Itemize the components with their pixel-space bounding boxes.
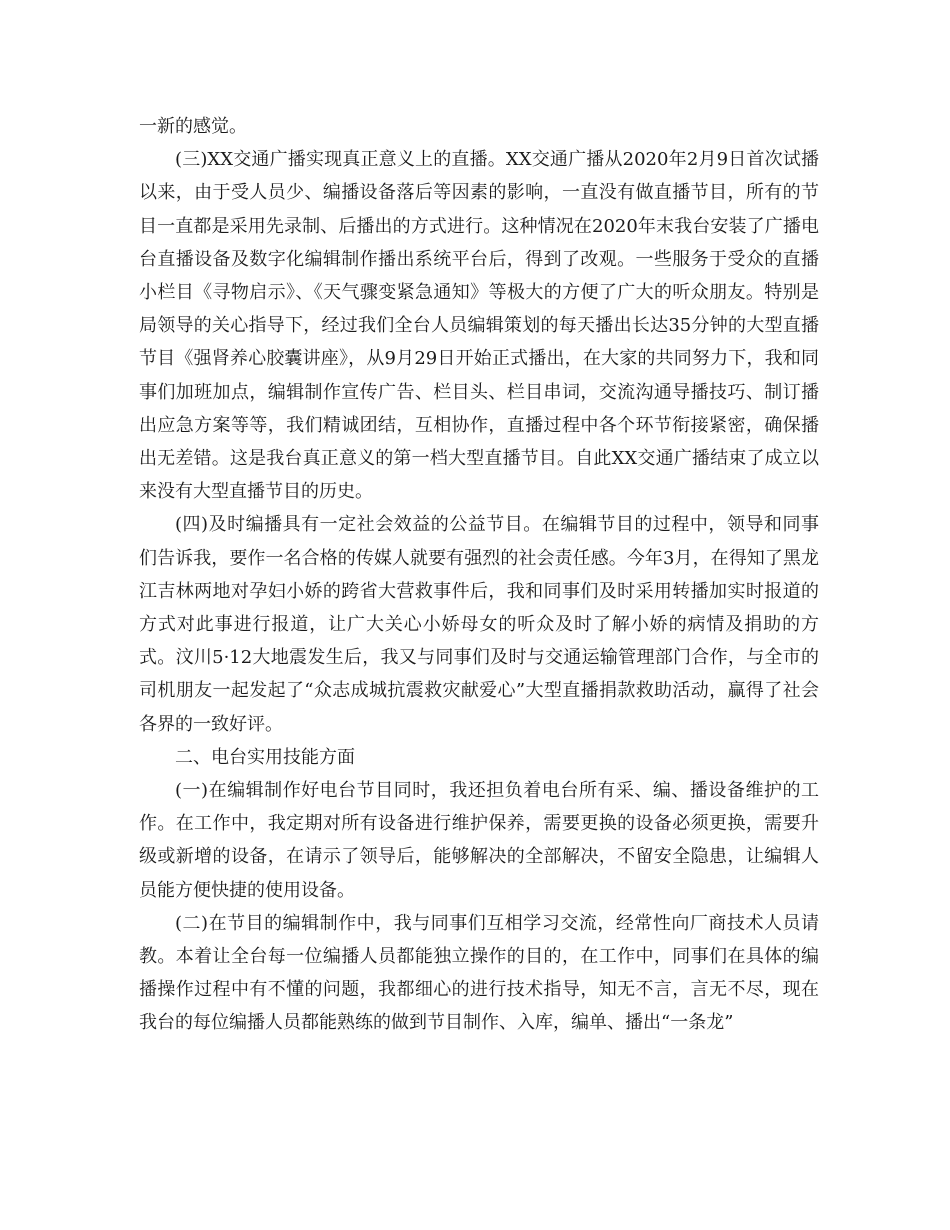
paragraph-live-broadcast: (三)XX交通广播实现真正意义上的直播。XX交通广播从2020年2月9日首次试播以来，由于受人员少、编播设备落后等因素的影响，一直没有做直播节目，所有的节目一直都是采用先录制、后播出的方式进行。这种情况在2020年末我台安装了广播电台直播设备及数字化编辑制作播出系统平台后，得到了改观。一些服务于受众的直播小栏目《寻物启示》、《天气骤变紧急通知》等极大的方便了广大的听众朋友。特别是局领导的关心指导下，经过我们全台人员编辑策划的每天播出长达35分钟的大型直播节目《强肾养心胶囊讲座》，从9月29日开始正式播出，在大家的共同努力下，我和同事们加班加点，编辑制作宣传广告、栏目头、栏目串词，交流沟通导播技巧、制订播出应急方案等等，我们精诚团结，互相协作，直播过程中各个环节衔接紧密，确保播出无差错。这是我台真正意义的第一档大型直播节目。自此XX交通广播结束了成立以来没有大型直播节目的历史。 bbox=[139, 149, 819, 503]
paragraph-technical-guidance: (二)在节目的编辑制作中，我与同事们互相学习交流，经常性向厂商技术人员请教。本着让全台每一位编播人员都能独立操作的目的，在工作中，同事们在具体的编播操作过程中有不懂的问题，我都细心的进行技术指导，知无不言，言无不尽，现在我台的每位编播人员都能熟练的做到节目制作、入库，编单、播出“一条龙” bbox=[139, 912, 819, 1034]
paragraph-continuation: 一新的感觉。 bbox=[139, 116, 247, 137]
document-body bbox=[139, 110, 819, 1040]
paragraph-equipment-maintenance: (一)在编辑制作好电台节目同时，我还担负着电台所有采、编、播设备维护的工作。在工作中，我定期对所有设备进行维护保养，需要更换的设备必须更换，需要升级或新增的设备，在请示了领导后，能够解决的全部解决，不留安全隐患，让编辑人员能方便快捷的使用设备。 bbox=[139, 780, 819, 901]
section-heading-skills: 二、电台实用技能方面 bbox=[175, 746, 355, 768]
paragraph-public-welfare: (四)及时编播具有一定社会效益的公益节目。在编辑节目的过程中，领导和同事们告诉我，要作一名合格的传媒人就要有强烈的社会责任感。今年3月，在得知了黑龙江吉林两地对孕妇小娇的跨省大营救事件后，我和同事们及时采用转播加实时报道的方式对此事进行报道，让广大关心小娇母女的听众及时了解小娇的病情及捐助的方式。汶川5·12大地震发生后，我又与同事们及时与交通运输管理部门合作，与全市的司机朋友一起发起了“众志成城抗震救灾献爱心”大型直播捐款救助活动，赢得了社会各界的一致好评。 bbox=[139, 514, 819, 735]
